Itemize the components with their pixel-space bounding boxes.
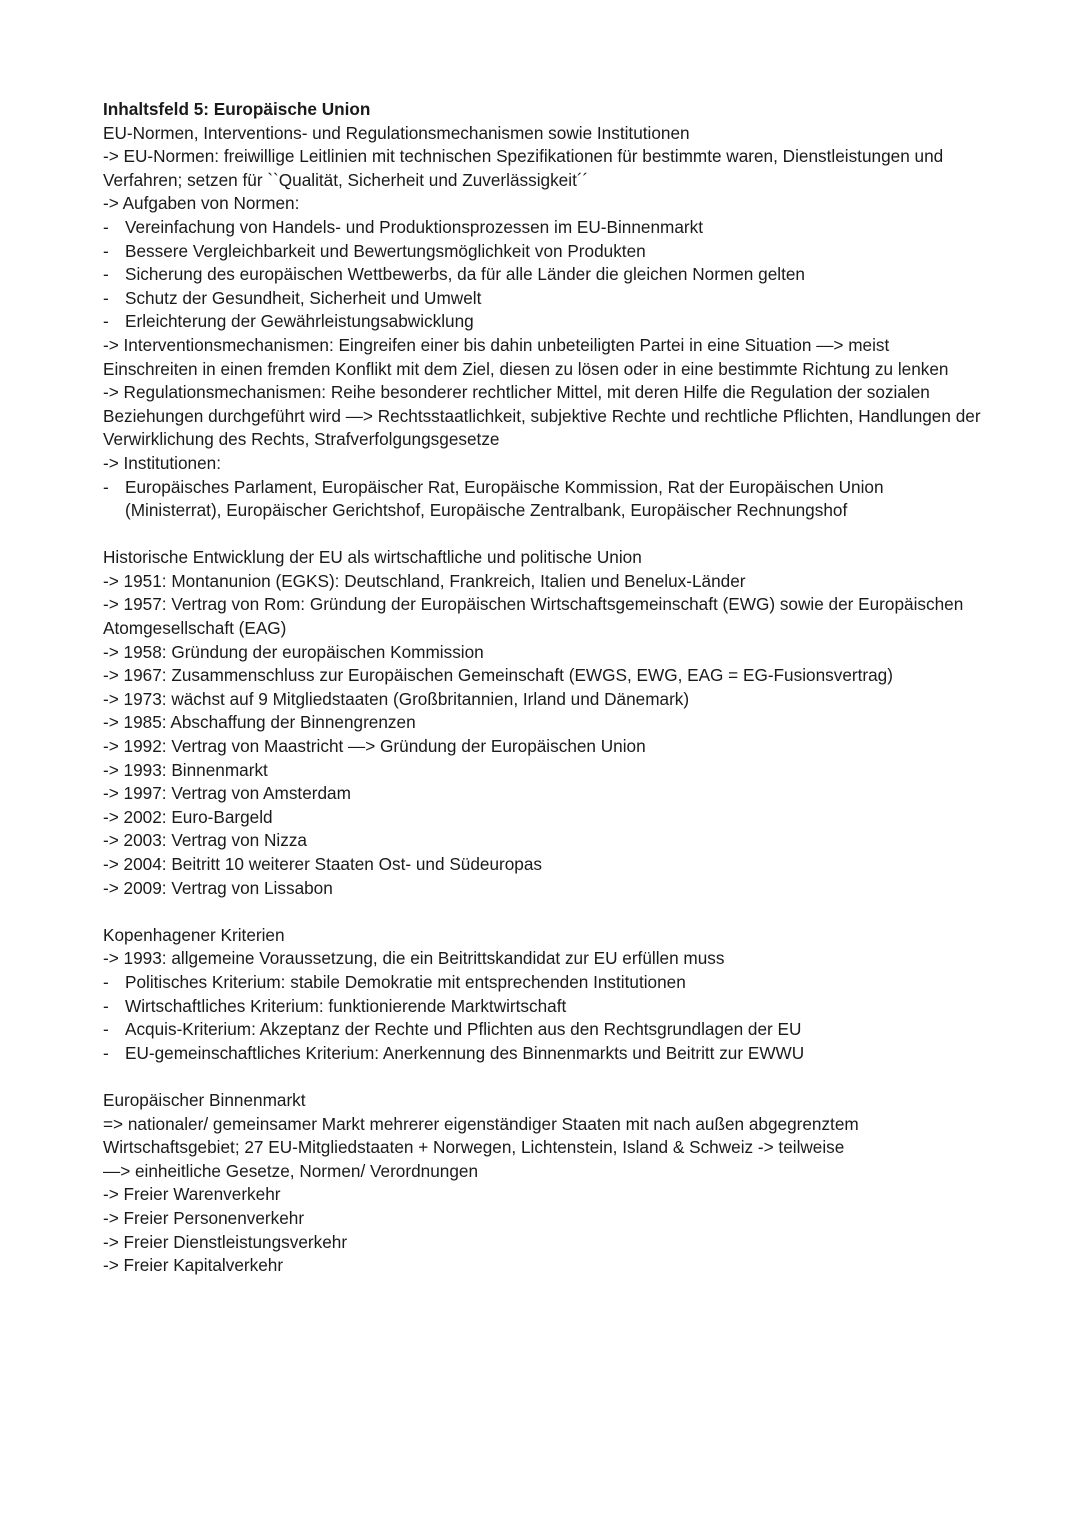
text-line: -> Regulationsmechanismen: Reihe besonderer rechtlicher Mittel, mit deren Hilfe die Regulation der sozialen Beziehungen durchgeführt wird —> Rechtsstaatlichkeit, subjektive Rechte und rechtliche Pflichten, Handlungen der Verwirklichung des Rechts, Strafverfolgungsgesetze [103,382,981,450]
page-title: Inhaltsfeld 5: Europäische Union [103,99,371,119]
bullet-item: - Europäisches Parlament, Europäischer Rat, Europäische Kommission, Rat der Europäischen Union (Ministerrat), Europäischer Gerichtshof, Europäische Zentralbank, Europäischer Rechnungshof [103,476,983,523]
text-line: -> Freier Kapitalverkehr [103,1255,284,1276]
text-line: -> 1992: Vertrag von Maastricht —> Gründung der Europäischen Union [103,736,646,757]
section-heading: Kopenhagener Kriterien [103,924,285,945]
text-line: -> 1973: wächst auf 9 Mitgliedstaaten (Großbritannien, Irland und Dänemark) [103,688,690,709]
text-line: -> Institutionen: [103,452,221,473]
text-line: -> 1967: Zusammenschluss zur Europäischen Gemeinschaft (EWGS, EWG, EAG = EG-Fusionsvertrag) [103,665,893,686]
bullet-item: - Sicherung des europäischen Wettbewerbs, da für alle Länder die gleichen Normen gelten [103,263,983,287]
text-line: -> Aufgaben von Normen: [103,193,300,214]
text-line: -> 2009: Vertrag von Lissabon [103,877,333,898]
bullet-item: - Wirtschaftliches Kriterium: funktionierende Marktwirtschaft [103,995,983,1019]
bullet-item: - Erleichterung der Gewährleistungsabwicklung [103,310,983,334]
bullet-item: - Acquis-Kriterium: Akzeptanz der Rechte und Pflichten aus den Rechtsgrundlagen der EU [103,1018,983,1042]
section-spacer [103,900,983,924]
text-line: -> 1993: allgemeine Voraussetzung, die ein Beitrittskandidat zur EU erfüllen muss [103,948,725,969]
text-line: -> Freier Warenverkehr [103,1184,281,1205]
text-line: —> einheitliche Gesetze, Normen/ Verordnungen [103,1160,479,1181]
text-line: -> 1997: Vertrag von Amsterdam [103,783,351,804]
document-body [103,98,983,1278]
section-heading: Historische Entwicklung der EU als wirtschaftliche und politische Union [103,547,642,568]
text-line: EU-Normen, Interventions- und Regulationsmechanismen sowie Institutionen [103,122,690,143]
bullet-item: - Bessere Vergleichbarkeit und Bewertungsmöglichkeit von Produkten [103,240,983,264]
text-line: -> 1993: Binnenmarkt [103,759,268,780]
section-spacer [103,523,983,547]
text-line: -> 2003: Vertrag von Nizza [103,830,307,851]
bullet-item: - Politisches Kriterium: stabile Demokratie mit entsprechenden Institutionen [103,971,983,995]
text-line: -> 1957: Vertrag von Rom: Gründung der Europäischen Wirtschaftsgemeinschaft (EWG) sowie der Europäischen Atomgesellschaft (EAG) [103,594,964,639]
text-line: => nationaler/ gemeinsamer Markt mehrerer eigenständiger Staaten mit nach außen abgegrenztem Wirtschaftsgebiet; 27 EU-Mitgliedstaaten + Norwegen, Lichtenstein, Island & Schweiz -> teilweise [103,1113,859,1158]
text-line: -> 1951: Montanunion (EGKS): Deutschland, Frankreich, Italien und Benelux-Länder [103,570,746,591]
text-line: -> 2004: Beitritt 10 weiterer Staaten Ost- und Südeuropas [103,854,543,874]
text-line: -> 2002: Euro-Bargeld [103,806,273,827]
text-line: -> 1958: Gründung der europäischen Kommission [103,641,484,662]
text-line: -> Interventionsmechanismen: Eingreifen einer bis dahin unbeteiligten Partei in eine Situation —> meist Einschreiten in einen fremden Konflikt mit dem Ziel, diesen zu lösen oder in eine bestimmte Richtung zu lenken [103,334,949,379]
text-line: -> EU-Normen: freiwillige Leitlinien mit technischen Spezifikationen für bestimmte waren, Dienstleistungen und Verfahren; setzen für ``Qualität, Sicherheit und Zuverlässigkeit´´ [103,146,944,190]
section-spacer [103,1065,983,1089]
bullet-item: - Vereinfachung von Handels- und Produktionsprozessen im EU-Binnenmarkt [103,216,983,240]
bullet-item: - EU-gemeinschaftliches Kriterium: Anerkennung des Binnenmarkts und Beitritt zur EWWU [103,1042,983,1066]
bullet-item: - Schutz der Gesundheit, Sicherheit und Umwelt [103,287,983,311]
section-heading: Europäischer Binnenmarkt [103,1089,306,1110]
text-line: -> Freier Personenverkehr [103,1207,305,1228]
text-line: -> Freier Dienstleistungsverkehr [103,1231,348,1252]
text-line: -> 1985: Abschaffung der Binnengrenzen [103,712,416,733]
